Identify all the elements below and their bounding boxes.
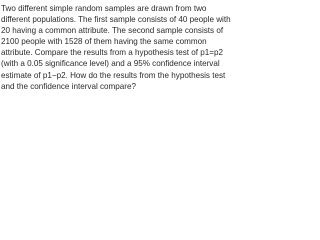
question-text [1,3,235,92]
document-page [0,0,235,91]
question-line: 20 having a common attribute. The second sample consists of [1,26,224,36]
question-line: (with a 0.05 significance level) and a 95% confidence interval [1,59,220,69]
question-line: different populations. The first sample consists of 40 people with [1,15,231,25]
question-line: and the confidence interval compare? [1,81,136,91]
question-line: attribute. Compare the results from a hypothesis test of p1=p2 [1,48,224,58]
question-line: 2100 people with 1528 of them having the same common [1,37,207,47]
question-line: estimate of p1−p2. How do the results from the hypothesis test [1,70,226,80]
question-line: Two different simple random samples are drawn from two [1,4,207,13]
